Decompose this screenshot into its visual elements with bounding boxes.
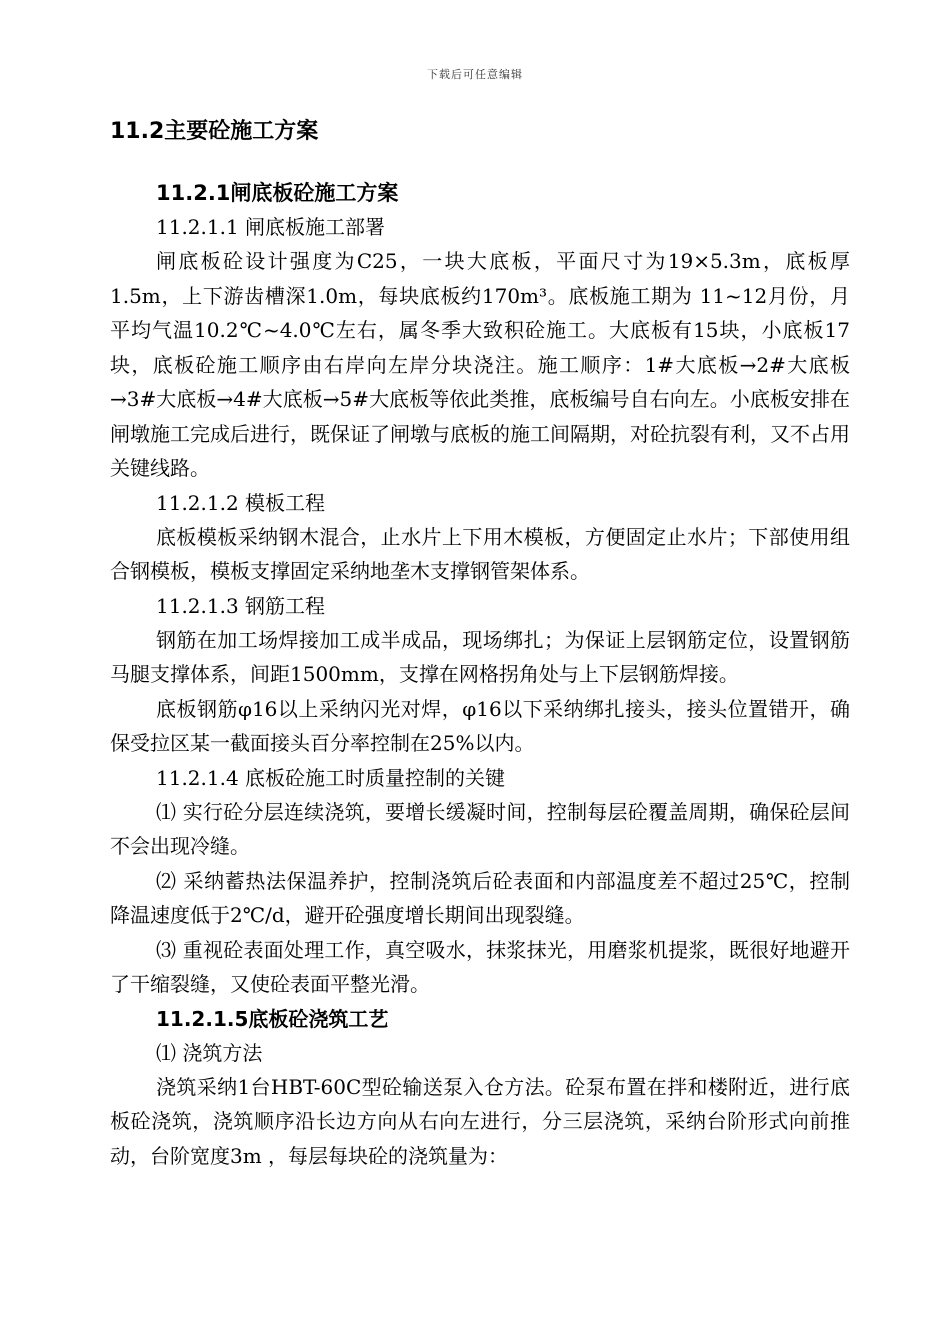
pouring-method-heading: ⑴ 浇筑方法 bbox=[156, 1040, 263, 1065]
item-heading-4: 11.2.1.4 底板砼施工时质量控制的关键 bbox=[156, 765, 506, 790]
paragraph-rebar-1: 钢筋在加工场焊接加工成半成品，现场绑扎；为保证上层钢筋定位，设置钢筋马腿支撑体系，间距1500mm，支撑在网格拐角处与上下层钢筋焊接。 bbox=[110, 627, 850, 686]
section-title: 11.2主要砼施工方案 bbox=[110, 119, 319, 144]
paragraph-quality-1: ⑴ 实行砼分层连续浇筑，要增长缓凝时间，控制每层砼覆盖周期，确保砼层间不会出现冷缝。 bbox=[110, 799, 850, 858]
paragraph-formwork: 底板模板采纳钢木混合，止水片上下用木模板，方便固定止水片；下部使用组合钢模板，模板支撑固定采纳地垄木支撑钢管架体系。 bbox=[110, 524, 850, 583]
paragraph-pouring: 浇筑采纳1台HBT-60C型砼输送泵入仓方法。砼泵布置在拌和楼附近，进行底板砼浇筑，浇筑顺序沿长边方向从右向左进行，分三层浇筑，采纳台阶形式向前推动，台阶宽度3m ，每层每块砼的浇筑量为： bbox=[110, 1074, 850, 1168]
paragraph-rebar-2: 底板钢筋φ16以上采纳闪光对焊，φ16以下采纳绑扎接头，接头位置错开，确保受拉区某一截面接头百分率控制在25%以内。 bbox=[110, 696, 850, 755]
item-heading-1: 11.2.1.1 闸底板施工部署 bbox=[156, 215, 386, 239]
header-note: 下载后可任意编辑 bbox=[427, 68, 523, 81]
subsection-title: 11.2.1闸底板砼施工方案 bbox=[156, 181, 399, 205]
item-heading-5: 11.2.1.5底板砼浇筑工艺 bbox=[156, 1006, 389, 1031]
paragraph-deployment: 闸底板砼设计强度为C25，一块大底板，平面尺寸为19×5.3m，底板厚1.5m，上下游齿槽深1.0m，每块底板约170m³。底板施工期为 11~12月份，月平均气温10.2℃~4.0℃左右，属冬季大致积砼施工。大底板有15块，小底板17块，底板砼施工顺序由右岸向左岸分块浇注。施工顺序：1#大底板→2#大底板→3#大底板→4#大底板→5#大底板等依此类推，底板编号自右向左。小底板安排在闸墩施工完成后进行，既保证了闸墩与底板的施工间隔期，对砼抗裂有利，又不占用关键线路。 bbox=[110, 249, 850, 480]
paragraph-quality-3: ⑶ 重视砼表面处理工作，真空吸水，抹浆抹光，用磨浆机提浆，既很好地避开了干缩裂缝，又使砼表面平整光滑。 bbox=[110, 937, 850, 996]
paragraph-quality-2: ⑵ 采纳蓄热法保温养护，控制浇筑后砼表面和内部温度差不超过25℃，控制降温速度低于2℃/d，避开砼强度增长期间出现裂缝。 bbox=[110, 868, 850, 927]
document-body bbox=[110, 112, 850, 1173]
item-heading-3: 11.2.1.3 钢筋工程 bbox=[156, 593, 326, 618]
item-heading-2: 11.2.1.2 模板工程 bbox=[156, 490, 326, 515]
